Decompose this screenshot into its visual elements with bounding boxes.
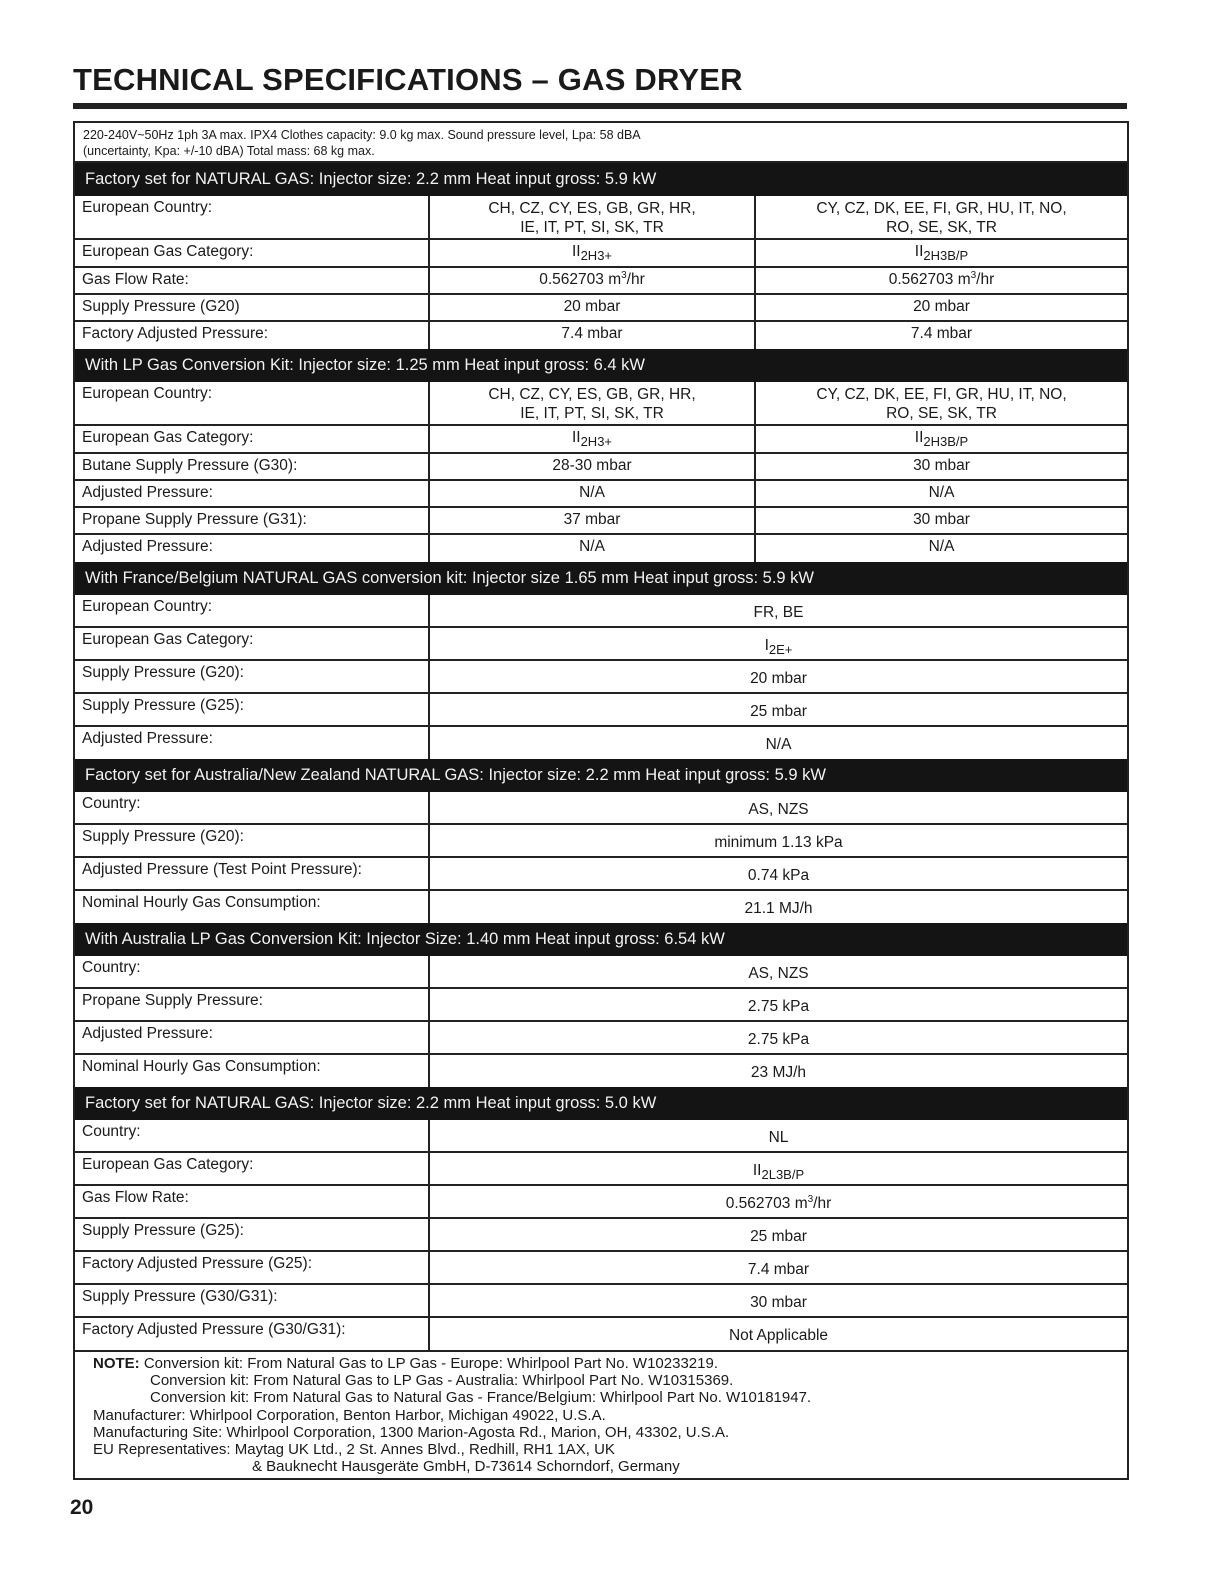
- row-value-col1: N/A: [430, 481, 756, 506]
- row-value: 20 mbar: [750, 670, 807, 687]
- page-number: 20: [70, 1496, 94, 1519]
- row-label: Propane Supply Pressure:: [75, 989, 430, 1020]
- row-value-col1: 37 mbar: [430, 508, 756, 533]
- row-value: 23 MJ/h: [750, 1064, 807, 1081]
- row-value-col1: CH, CZ, CY, ES, GB, GR, HR, IE, IT, PT, SI, SK, TR: [430, 382, 756, 424]
- row-label: Adjusted Pressure:: [75, 1022, 430, 1053]
- section-header: With LP Gas Conversion Kit: Injector size: 1.25 mm Heat input gross: 6.4 kW: [75, 349, 1127, 382]
- row-value: NL: [768, 1129, 789, 1146]
- row-label: Country:: [75, 792, 430, 823]
- row-label: European Country:: [75, 196, 430, 238]
- table-row: [75, 1219, 1127, 1252]
- table-row: [75, 454, 1127, 481]
- row-label: Butane Supply Pressure (G30):: [75, 454, 430, 479]
- row-value-col2: 30 mbar: [913, 511, 970, 528]
- table-row: [75, 628, 1127, 661]
- spec-table: [73, 121, 1129, 1480]
- row-label: Adjusted Pressure:: [75, 535, 430, 562]
- row-value-col2: 20 mbar: [913, 298, 970, 315]
- row-label: Adjusted Pressure:: [75, 481, 430, 506]
- row-label: European Gas Category:: [75, 628, 430, 659]
- table-row: [75, 322, 1127, 349]
- row-value: 21.1 MJ/h: [744, 900, 813, 917]
- row-value: AS, NZS: [748, 965, 809, 982]
- row-label: Propane Supply Pressure (G31):: [75, 508, 430, 533]
- row-label: Nominal Hourly Gas Consumption:: [75, 891, 430, 923]
- row-label: Supply Pressure (G25):: [75, 694, 430, 725]
- intro-line-2: (uncertainty, Kpa: +/-10 dBA) Total mass: 68 kg max.: [83, 144, 375, 158]
- row-label: European Country:: [75, 595, 430, 626]
- note-line: EU Representatives: Maytag UK Ltd., 2 St. Annes Blvd., Redhill, RH1 1AX, UK: [93, 1441, 615, 1459]
- row-value-col1: $II_{2H3+}$: [430, 240, 756, 266]
- table-row: [75, 508, 1127, 535]
- table-row: [75, 792, 1127, 825]
- section-header: With France/Belgium NATURAL GAS conversion kit: Injector size 1.65 mm Heat input gross: 5.9 kW: [75, 562, 1127, 595]
- row-value: 7.4 mbar: [747, 1261, 810, 1278]
- note-line: Manufacturer: Whirlpool Corporation, Benton Harbor, Michigan 49022, U.S.A.: [93, 1406, 606, 1424]
- row-label: Supply Pressure (G25):: [75, 1219, 430, 1250]
- row-label: European Country:: [75, 382, 430, 424]
- row-label: Factory Adjusted Pressure (G30/G31):: [75, 1318, 430, 1350]
- table-row: [75, 481, 1127, 508]
- table-row: [75, 268, 1127, 295]
- row-value: FR, BE: [753, 604, 804, 621]
- row-label: Country:: [75, 1120, 430, 1151]
- table-row: [75, 989, 1127, 1022]
- note-label: NOTE:: [93, 1355, 140, 1372]
- section-header: With Australia LP Gas Conversion Kit: Injector Size: 1.40 mm Heat input gross: 6.54 kW: [75, 923, 1127, 956]
- row-value: 2.75 kPa: [747, 1031, 810, 1048]
- table-row: [75, 595, 1127, 628]
- row-label: European Gas Category:: [75, 426, 430, 452]
- row-value-col2: 30 mbar: [913, 457, 970, 474]
- row-value: AS, NZS: [748, 801, 809, 818]
- note-block: [75, 1350, 1127, 1478]
- table-row: [75, 858, 1127, 891]
- row-value: $II_{2L3B/P}$: [752, 1162, 805, 1182]
- table-row: [75, 295, 1127, 322]
- page-title: TECHNICAL SPECIFICATIONS – GAS DRYER: [73, 62, 743, 97]
- note-line: & Bauknecht Hausgeräte GmbH, D-73614 Schorndorf, Germany: [252, 1458, 680, 1476]
- table-row: [75, 196, 1127, 240]
- note-line: Conversion kit: From Natural Gas to LP Gas - Europe: Whirlpool Part No. W10233219.: [143, 1355, 718, 1372]
- table-row: [75, 825, 1127, 858]
- row-value: Not Applicable: [728, 1327, 829, 1344]
- row-value: 30 mbar: [750, 1294, 807, 1311]
- table-row: [75, 240, 1127, 268]
- row-value-col2: 7.4 mbar: [910, 325, 973, 342]
- row-label: Adjusted Pressure (Test Point Pressure):: [75, 858, 430, 889]
- row-value: $I_{2E+}$: [764, 637, 793, 657]
- row-value-col2: $II_{2H3B/P}$: [914, 243, 969, 263]
- row-label: Supply Pressure (G20): [75, 295, 430, 320]
- row-label: Adjusted Pressure:: [75, 727, 430, 759]
- row-value-col1: 20 mbar: [430, 295, 756, 320]
- table-row: [75, 535, 1127, 562]
- row-label: European Gas Category:: [75, 240, 430, 266]
- row-value-col1: 28-30 mbar: [430, 454, 756, 479]
- section-header: Factory set for Australia/New Zealand NATURAL GAS: Injector size: 2.2 mm Heat input gross: 5.9 kW: [75, 759, 1127, 792]
- row-value-col1: $II_{2H3+}$: [430, 426, 756, 452]
- row-value-col2: CY, CZ, DK, EE, FI, GR, HU, IT, NO, RO, SE, SK, TR: [816, 200, 1067, 236]
- row-label: Supply Pressure (G20):: [75, 825, 430, 856]
- section-header: Factory set for NATURAL GAS: Injector size: 2.2 mm Heat input gross: 5.9 kW: [75, 163, 1127, 196]
- intro-line-1: 220-240V~50Hz 1ph 3A max. IPX4 Clothes capacity: 9.0 kg max. Sound pressure level, Lpa: 58 dBA: [83, 128, 641, 142]
- row-label: Supply Pressure (G30/G31):: [75, 1285, 430, 1316]
- table-row: [75, 694, 1127, 727]
- table-row: [75, 1186, 1127, 1219]
- row-value: 25 mbar: [750, 1228, 807, 1245]
- title-rule: [73, 103, 1127, 109]
- row-value-col1: 7.4 mbar: [430, 322, 756, 349]
- row-value-col1: 0.562703 $m^3/hr$: [430, 268, 756, 293]
- table-row: [75, 1022, 1127, 1055]
- section-header: Factory set for NATURAL GAS: Injector size: 2.2 mm Heat input gross: 5.0 kW: [75, 1087, 1127, 1120]
- row-value: 0.74 kPa: [747, 867, 810, 884]
- row-value: 25 mbar: [750, 703, 807, 720]
- table-row: [75, 891, 1127, 923]
- table-row: [75, 727, 1127, 759]
- row-value: minimum 1.13 kPa: [714, 834, 843, 851]
- table-row: [75, 426, 1127, 454]
- row-value-col2: N/A: [928, 484, 955, 501]
- table-row: [75, 1285, 1127, 1318]
- row-label: Supply Pressure (G20):: [75, 661, 430, 692]
- table-row: [75, 661, 1127, 694]
- table-row: [75, 1318, 1127, 1350]
- row-label: Factory Adjusted Pressure (G25):: [75, 1252, 430, 1283]
- row-label: Gas Flow Rate:: [75, 268, 430, 293]
- row-value-col2: $II_{2H3B/P}$: [914, 429, 969, 449]
- table-row: [75, 1252, 1127, 1285]
- table-row: [75, 1120, 1127, 1153]
- note-line: Conversion kit: From Natural Gas to LP Gas - Australia: Whirlpool Part No. W10315369.: [150, 1372, 734, 1390]
- note-line: Manufacturing Site: Whirlpool Corporation, 1300 Marion-Agosta Rd., Marion, OH, 43302, U.S.A.: [93, 1423, 730, 1441]
- row-label: Gas Flow Rate:: [75, 1186, 430, 1217]
- table-row: [75, 956, 1127, 989]
- row-value: N/A: [765, 736, 792, 753]
- table-row: [75, 382, 1127, 426]
- row-value-col2: CY, CZ, DK, EE, FI, GR, HU, IT, NO, RO, SE, SK, TR: [816, 386, 1067, 422]
- intro-text: [75, 123, 1127, 163]
- row-value-col1: CH, CZ, CY, ES, GB, GR, HR, IE, IT, PT, SI, SK, TR: [430, 196, 756, 238]
- table-row: [75, 1153, 1127, 1186]
- row-value-col1: N/A: [430, 535, 756, 562]
- row-label: Nominal Hourly Gas Consumption:: [75, 1055, 430, 1087]
- row-label: Factory Adjusted Pressure:: [75, 322, 430, 349]
- row-value-col2: 0.562703 $m^3/hr$: [888, 270, 995, 288]
- row-value: 2.75 kPa: [747, 998, 810, 1015]
- row-value-col2: N/A: [928, 538, 955, 555]
- note-line: Conversion kit: From Natural Gas to Natural Gas - France/Belgium: Whirlpool Part No. W10181947.: [150, 1389, 812, 1407]
- row-label: European Gas Category:: [75, 1153, 430, 1184]
- row-value: 0.562703 $m^3/hr$: [725, 1194, 832, 1212]
- row-label: Country:: [75, 956, 430, 987]
- table-row: [75, 1055, 1127, 1087]
